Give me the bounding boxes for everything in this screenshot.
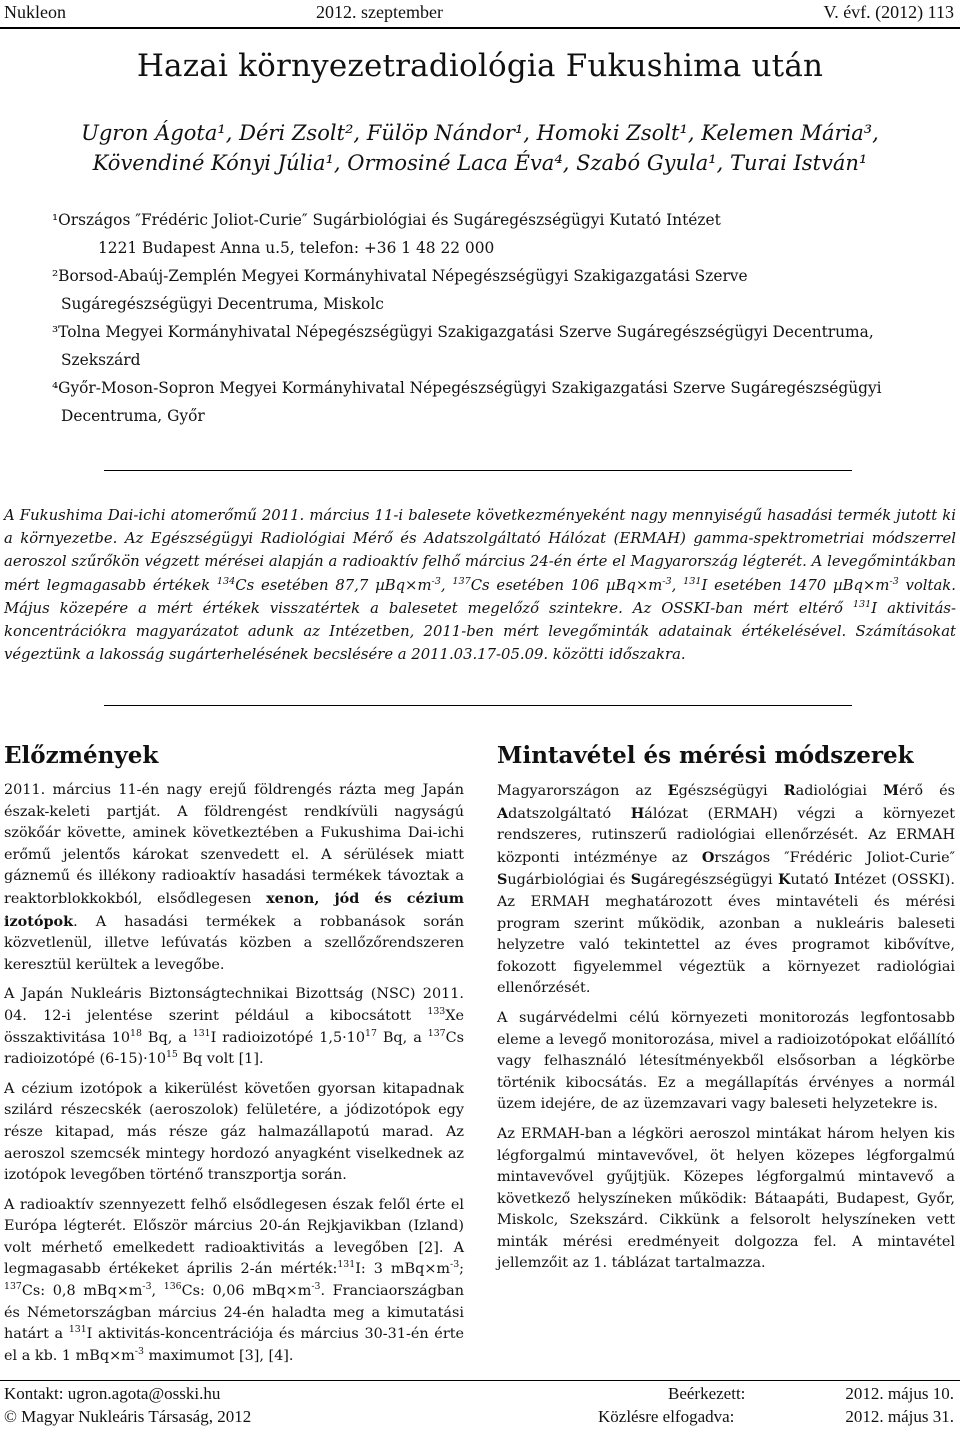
affiliations [52,206,932,430]
author-line-2: Kövendiné Kónyi Júlia¹, Ormosiné Laca Éva⁴, Szabó Gyula¹, Turai István¹ [92,151,868,175]
copyright: © Magyar Nukleáris Társaság, 2012 [4,1407,252,1426]
separator-rule-2 [104,705,852,706]
right-column [497,780,955,1283]
running-header [4,2,954,24]
accepted-label: Közlésre elfogadva: [598,1407,735,1426]
paragraph: A sugárvédelmi célú környezeti monitorozás legfontosabb eleme a levegő monitorozása, mivel a radioizotópokat előállító vagy felhasználó létesítményekből elsősorban a légkörbe történik kibocsátás. Ez a megállapítás érvényes a normál üzem idejére, de az üzemzavari vagy baleseti helyzetekre is. [497,1009,955,1113]
received-label: Beérkezett: [668,1384,746,1403]
affiliation-1: ¹Országos ″Frédéric Joliot-Curie″ Sugárbiológiai és Sugáregészségügyi Kutató Intézet [52,211,721,229]
left-column [4,780,464,1375]
section-heading-methods: Mintavétel és mérési módszerek [497,742,914,769]
affiliation-1-address: 1221 Budapest Anna u.5, telefon: +36 1 48 22 000 [98,239,495,257]
author-list [0,118,960,178]
issue-date: 2012. szeptember [316,2,443,22]
paragraph: A Japán Nukleáris Biztonságtechnikai Bizottság (NSC) 2011. 04. 12-i jelentése szerint például a kibocsátott $^{133}$Xe összaktivitása $10^{18}$ Bq, a $^{131}$I radioizotópé $1,5\cdot 10^{17}$ Bq, a $^{137}$Cs radioizotópé $(6-15)\cdot 10^{15}$ Bq volt [1]. [4,986,464,1068]
received-date: 2012. május 10. [845,1384,954,1403]
paragraph: A radioaktív szennyezett felhő elsődlegesen észak felől érte el Európa légterét. Először március 20-án Rejkjavikban (Izland) volt mérhető emelkedett radioaktivitás a levegőben [2]. A legmagasabb értékeket április 2-án mérték:$^{131}$I: 3 $mBq\times m^{-3}$; $^{137}$Cs: 0,8 $mBq\times m^{-3}$, $^{136}$Cs: 0,06 $mBq\times m^{-3}$. Franciaországban és Németországban március 24-én haladta meg a kimutatási határt a $^{131}$I aktivitás-koncentrációja és március 30-31-én érte el a kb. 1 $mBq\times m^{-3}$ maximumot [3], [4]. [4,1196,464,1364]
affiliation-2-cont: Sugáregészségügyi Decentruma, Miskolc [61,295,384,313]
accepted-date: 2012. május 31. [845,1407,954,1426]
affiliation-4: ⁴Győr-Moson-Sopron Megyei Kormányhivatal Népegészségügyi Szakigazgatási Szerve Sugáregészségügyi [52,379,882,397]
author-line-1: Ugron Ágota¹, Déri Zsolt², Fülöp Nándor¹, Homoki Zsolt¹, Kelemen Mária³, [81,121,879,145]
separator-rule [104,470,852,471]
footer-rule [0,1380,960,1381]
article-title: Hazai környezetradiológia Fukushima után [136,48,824,84]
volume-page: V. évf. (2012) 113 [823,2,954,22]
journal-name: Nukleon [4,2,66,22]
affiliation-2: ²Borsod-Abaúj-Zemplén Megyei Kormányhivatal Népegészségügyi Szakigazgatási Szerve [52,267,748,285]
header-rule [0,27,960,29]
affiliation-3-cont: Szekszárd [61,351,141,369]
contact-email: Kontakt: ugron.agota@osski.hu [4,1384,221,1403]
abstract: A Fukushima Dai-ichi atomerőmű 2011. március 11-i balesete következményeként nagy mennyiségű hasadási termék jutott ki a környezetbe. Az Egészségügyi Radiológiai Mérő és Adatszolgáltató Hálózat (ERMAH) gamma-spektrometriai módszerrel aeroszol szűrőkön végzett mérései alapján a radioaktív felhő március 24-én érte el Magyarország légterét. A levegőmintákban mért legmagasabb értékek $^{134}$Cs esetében 87,7 $\mu Bq\times m^{-3}$, $^{137}$Cs esetében 106 $\mu Bq\times m^{-3}$, $^{131}$I esetében 1470 $\mu Bq\times m^{-3}$ voltak. Május közepére a mért értékek visszatértek a balesetet megelőző szintekre. Az OSSKI-ban mért eltérő $^{131}$I aktivitás-koncentrációkra magyarázatot adunk az Intézetben, 2011-ben mért levegőminták adatainak értékelésével. Számításokat végeztünk a lakosság sugárterhelésének becslésére a 2011.03.17-05.09. közötti időszakra. [4,507,956,664]
paragraph: 2011. március 11-én nagy erejű földrengés rázta meg Japán észak-keleti partját. A földrengést rendkívüli nagyságú szökőár követte, aminek következtében a Fukushima Dai-ichi erőmű jelentős károkat szenvedett el. A sérülések miatt gáznemű és illékony radioaktív hasadási termékek távoztak a reaktorblokkokból, elsődlegesen xenon, jód és cézium izotópok. A hasadási termékek a robbanások során közvetlenül, illetve lefúvatás közben a szellőzőrendszeren keresztül kerültek a levegőbe. [4,782,465,973]
paragraph: Magyarországon az Egészségügyi Radiológiai Mérő és Adatszolgáltató Hálózat (ERMAH) végzi a környezet rendszeres, rutinszerű radiológiai ellenőrzését. Az ERMAH központi intézménye az Országos ″Frédéric Joliot-Curie″ Sugárbiológiai és Sugáregészségügyi Kutató Intézet (OSSKI). Az ERMAH meghatározott éves mintavételi és mérési program szerint működik, azonban a nukleáris baleseti helyzetre való tekintettel az éves programot kibővítve, fokozott figyelemmel végeztük a környezet radiológiai ellenőrzését. [497,782,955,997]
affiliation-3: ³Tolna Megyei Kormányhivatal Népegészségügyi Szakigazgatási Szerve Sugáregészségügyi Decentruma, [52,323,874,341]
section-heading-background: Előzmények [4,742,159,769]
paragraph: A cézium izotópok a kikerülést követően gyorsan kitapadnak szilárd részecskék (aeroszolok) felületére, a jódizotópok egy része kitapad, más része gáz halmazállapotú marad. Az aeroszol szemcsék mintegy hordozó anyagként viselkednek az izotópok levegőben történő transzportja során. [4,1080,464,1184]
affiliation-4-cont: Decentruma, Győr [61,407,205,425]
paragraph: Az ERMAH-ban a légköri aeroszol mintákat három helyen kis légforgalmú mintavevővel, öt helyen közepes légforgalmú mintavevővel gyűjtjük. Közepes légforgalmú mintavevő a következő helyszíneken működik: Bátaapáti, Budapest, Győr, Miskolc, Szekszárd. Cikkünk a felsorolt helyszíneken vett minták mérési eredményeit dolgozza fel. A mintavétel jellemzőit az 1. táblázat tartalmazza. [497,1125,955,1272]
